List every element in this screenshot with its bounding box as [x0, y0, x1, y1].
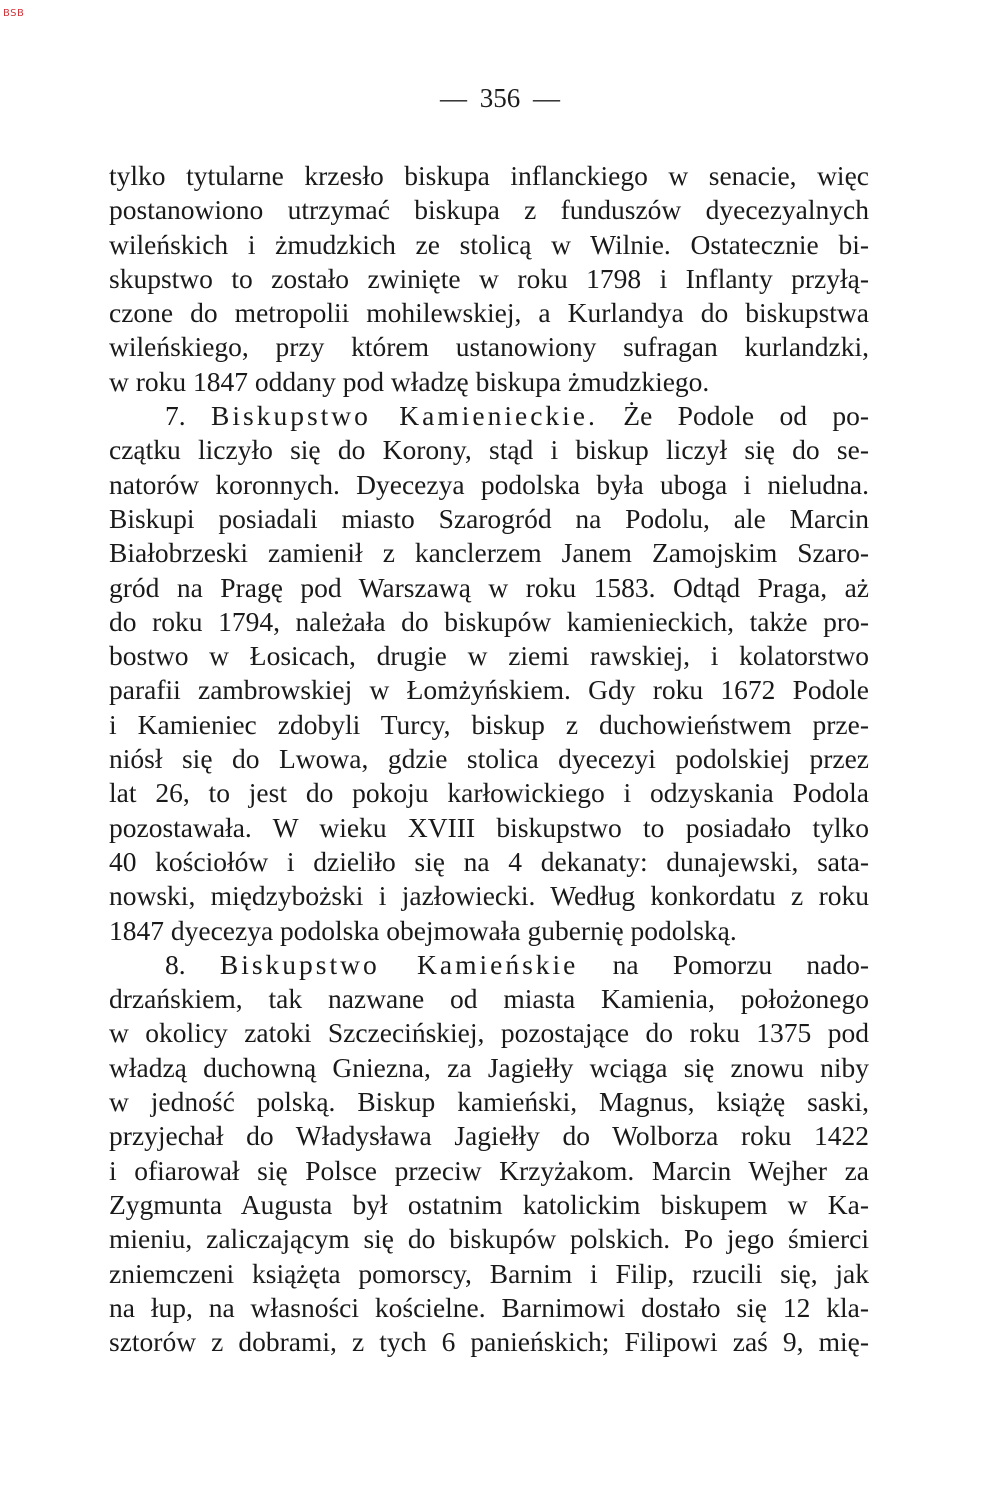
text-line: na łup, na własności kościelne. Barnimowi dostało się 12 kla- — [109, 1291, 869, 1323]
text-line: drzańskiem, tak nazwane od miasta Kamienia, położonego — [109, 983, 869, 1015]
text-line: wileńskiego, przy którem ustanowiony sufragan kurlandzki, — [109, 331, 869, 363]
text-line: mieniu, zaliczającym się do biskupów polskich. Po jego śmierci — [109, 1223, 869, 1255]
text-line: wileńskich i żmudzkich ze stolicą w Wilnie. Ostatecznie bi- — [109, 228, 869, 260]
text-line: i ofiarował się Polsce przeciw Krzyżakom. Marcin Wejher za — [109, 1154, 869, 1186]
text-line: postanowiono utrzymać biskupa z funduszów dyecezyalnych — [109, 194, 869, 226]
section-text: Że Podole od po- — [597, 400, 869, 432]
text-line: tylko tytularne krzesło biskupa inflanckiego w senacie, więc — [109, 160, 869, 191]
section-title: Biskupstwo Kamienieckie. — [211, 400, 598, 432]
text-line: władzą duchowną Gniezna, za Jagiełły wciąga się znowu niby — [109, 1051, 869, 1083]
section-title: Biskupstwo Kamieńskie — [219, 948, 579, 980]
text-line: niósł się do Lwowa, gdzie stolica dyecezyi podolskiej przez — [109, 743, 869, 775]
text-line: Białobrzeski zamienił z kanclerzem Janem Zamojskim Szaro- — [109, 537, 869, 569]
text-line: sztorów z dobrami, z tych 6 panieńskich; Filipowi zaś 9, mię- — [109, 1326, 869, 1358]
text-line: pozostawała. W wieku XVIII biskupstwo to posiadało tylko — [109, 811, 869, 843]
text-line: 40 kościołów i dzieliło się na 4 dekanaty: dunajewski, sata- — [109, 845, 869, 877]
text-line: przyjechał do Władysława Jagiełły do Wolborza roku 1422 — [109, 1120, 869, 1152]
section-text: na Pomorzu nado- — [578, 948, 869, 980]
text-line: natorów koronnych. Dyecezya podolska była uboga i nieludna. — [109, 468, 869, 500]
text-line: Biskupi posiadali miasto Szarogród na Podolu, ale Marcin — [109, 502, 869, 534]
text-line: bostwo w Łosicach, drugie w ziemi rawskiej, i kolatorstwo — [109, 640, 869, 672]
section-8-heading-line — [109, 948, 869, 982]
library-watermark: BSB — [3, 8, 25, 19]
section-number: 7. — [165, 400, 212, 432]
text-line: skupstwo to zostało zwinięte w roku 1798 i Inflanty przyłą- — [109, 262, 869, 294]
text-line: 1847 dyecezya podolska obejmowała gubernię podolską. — [109, 914, 737, 946]
text-line: czone do metropolii mohilewskiej, a Kurlandya do biskupstwa — [109, 297, 869, 329]
text-line: w roku 1847 oddany pod władzę biskupa żmudzkiego. — [109, 365, 710, 397]
section-number: 8. — [165, 948, 220, 980]
text-line: gród na Pragę pod Warszawą w roku 1583. Odtąd Praga, aż — [109, 571, 869, 603]
text-line: parafii zambrowskiej w Łomżyńskiem. Gdy roku 1672 Podole — [109, 674, 869, 706]
text-line: czątku liczyło się do Korony, stąd i biskup liczył się do se- — [109, 434, 869, 466]
section-7-heading-line — [109, 399, 869, 433]
text-line: nowski, międzybożski i jazłowiecki. Według konkordatu z roku — [109, 880, 869, 912]
text-line: i Kamieniec zdobyli Turcy, biskup z duchowieństwem prze- — [109, 708, 869, 740]
text-line: lat 26, to jest do pokoju karłowickiego i odzyskania Podola — [109, 777, 869, 809]
page-number: — 356 — — [440, 83, 560, 113]
text-line: w jedność polską. Biskup kamieński, Magnus, książę saski, — [109, 1086, 869, 1118]
text-line: Zygmunta Augusta był ostatnim katolickim biskupem w Ka- — [109, 1188, 869, 1220]
text-line: w okolicy zatoki Szczecińskiej, pozostające do roku 1375 pod — [109, 1017, 869, 1049]
main-text — [109, 159, 869, 1359]
text-line: do roku 1794, należała do biskupów kamienieckich, także pro- — [109, 605, 869, 637]
text-line: zniemczeni książęta pomorscy, Barnim i Filip, rzucili się, jak — [109, 1257, 869, 1289]
